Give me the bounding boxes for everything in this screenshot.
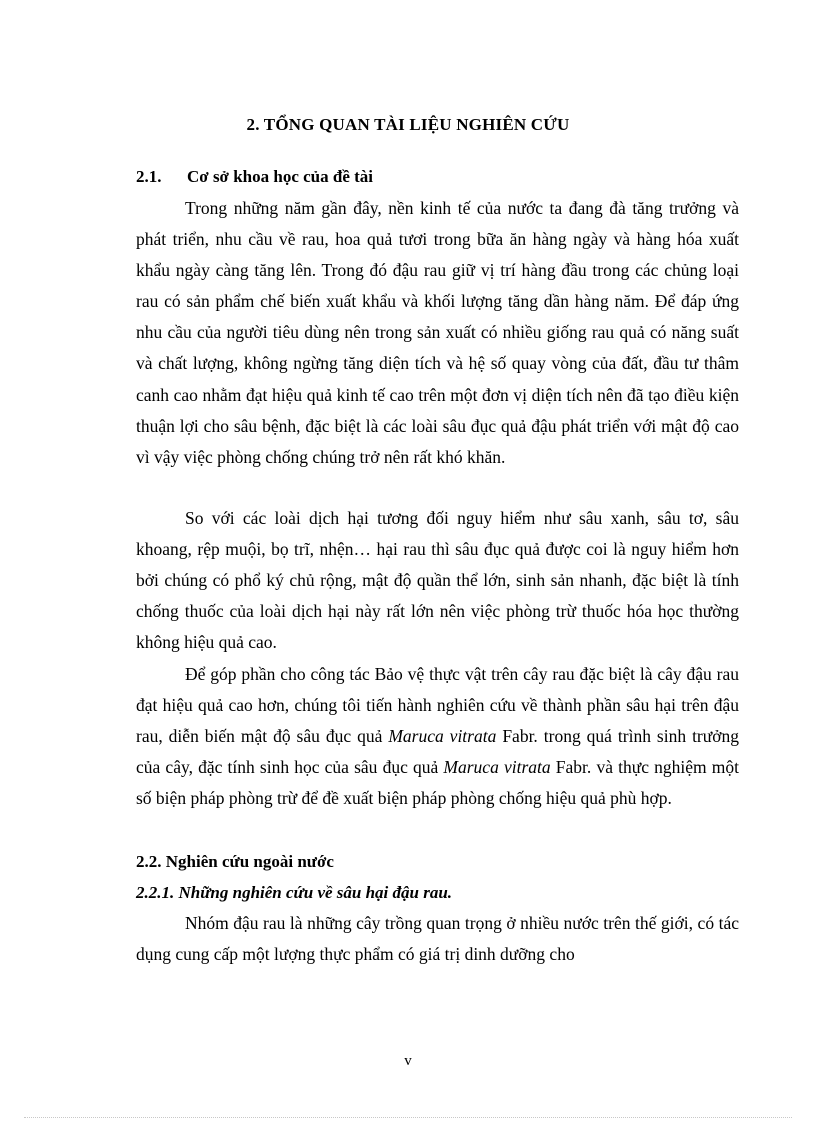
section-2-2-1-heading: 2.2.1. Những nghiên cứu về sâu hại đậu rau. (136, 883, 453, 902)
section-2-1-number: 2.1. (136, 167, 162, 186)
section-2-2-heading: 2.2. Nghiên cứu ngoài nước (136, 852, 334, 871)
paragraph-3-text-3: Fabr. và thực nghiệm một số biện pháp phòng trừ để đề xuất biện pháp phòng chống hiệu quả phù hợp. (136, 757, 739, 809)
species-name-1: Maruca vitrata (388, 726, 497, 747)
page-bottom-divider (24, 1117, 792, 1118)
chapter-title: 2. TỔNG QUAN TÀI LIỆU NGHIÊN CỨU (246, 115, 570, 134)
paragraph-3-text-2: Fabr. trong quá trình sinh trưởng của cây, đặc tính sinh học của sâu đục quả (136, 726, 739, 778)
section-2-1-heading: Cơ sở khoa học của đề tài (187, 167, 374, 186)
species-name-2: Maruca vitrata (443, 757, 551, 778)
paragraph-3 (136, 659, 739, 814)
paragraph-4: Nhóm đậu rau là những cây trồng quan trọng ở nhiều nước trên thế giới, có tác dụng cung cấp một lượng thực phẩm có giá trị dinh dưỡng cho (136, 913, 739, 965)
page-number: v (404, 1053, 412, 1069)
paragraph-2: So với các loài dịch hại tương đối nguy hiểm như sâu xanh, sâu tơ, sâu khoang, rệp muội, bọ trĩ, nhện… hại rau thì sâu đục quả được coi là nguy hiểm hơn bởi chúng có phổ ký chủ rộng, mật độ quần thể lớn, sinh sản nhanh, đặc biệt là tính chống thuốc của loài dịch hại này rất lớn nên việc phòng trừ thuốc hóa học thường không hiệu quả cao. (136, 508, 739, 653)
paragraph-3-text-1: Để góp phần cho công tác Bảo vệ thực vật trên cây rau đặc biệt là cây đậu rau đạt hiệu quả cao hơn, chúng tôi tiến hành nghiên cứu về thành phần sâu hại trên đậu rau, diễn biến mật độ sâu đục quả (136, 664, 739, 747)
paragraph-1: Trong những năm gần đây, nền kinh tế của nước ta đang đà tăng trưởng và phát triển, nhu cầu về rau, hoa quả tươi trong bữa ăn hàng ngày và hàng hóa xuất khẩu ngày càng tăng lên. Trong đó đậu rau giữ vị trí hàng đầu trong các chủng loại rau có sản phẩm chế biến xuất khẩu và khối lượng tăng dần hàng năm. Để đáp ứng nhu cầu của người tiêu dùng nên trong sản xuất có nhiều giống rau quả có năng suất và chất lượng, không ngừng tăng diện tích và hệ số quay vòng của đất, đầu tư thâm canh cao nhằm đạt hiệu quả kinh tế cao trên một đơn vị diện tích nên đã tạo điều kiện thuận lợi cho sâu bệnh, đặc biệt là các loài sâu đục quả đậu phát triển với mật độ cao vì vậy việc phòng chống chúng trở nên rất khó khăn. (136, 198, 739, 467)
